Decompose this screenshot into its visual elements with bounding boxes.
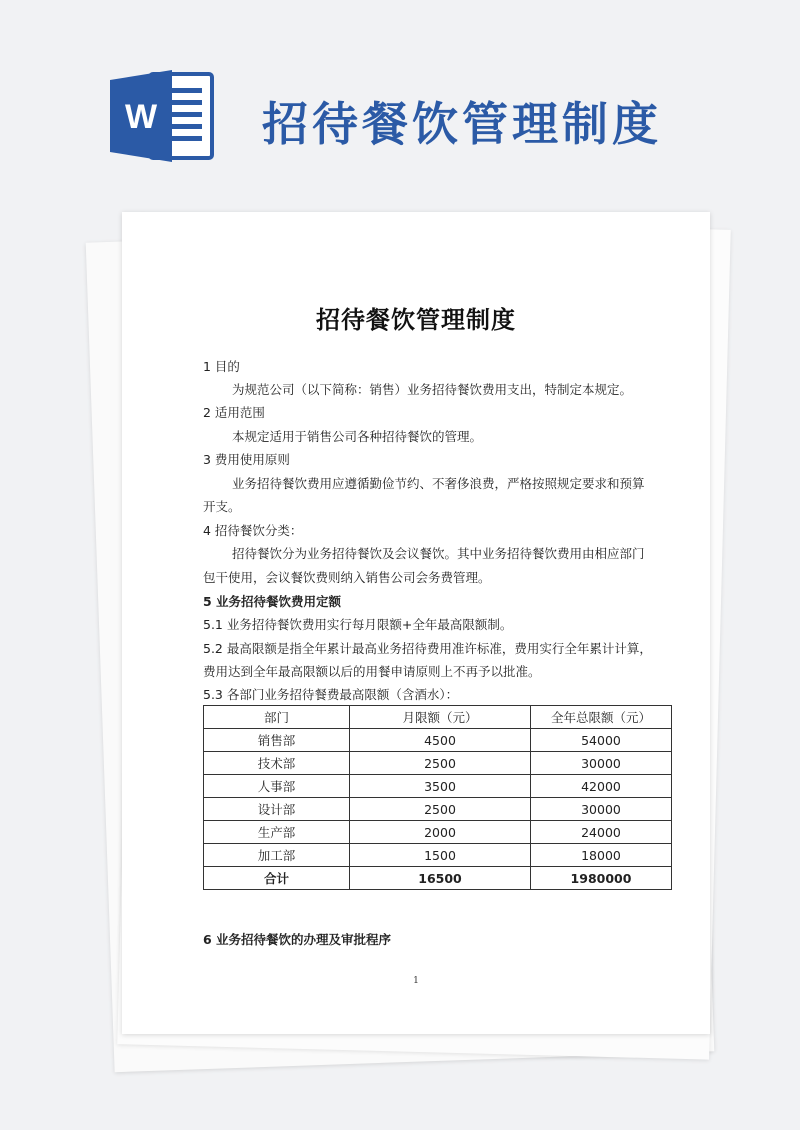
table-cell: 技术部 [204,752,350,775]
table-cell: 4500 [350,729,531,752]
header [0,0,800,200]
table-cell: 1980000 [531,867,672,890]
table-header-row [204,706,672,729]
document-page [122,212,710,1034]
table-cell: 54000 [531,729,672,752]
table-cell: 生产部 [204,821,350,844]
table-cell: 2500 [350,752,531,775]
section-6-heading: 6 业务招待餐饮的办理及审批程序 [203,932,392,947]
word-icon-letter: W [124,98,158,136]
paragraph-line: 业务招待餐饮费用应遵循勤俭节约、不奢侈浪费，严格按照规定要求和预算 [232,476,645,491]
table-header-cell: 全年总限额（元） [531,706,672,729]
quota-table [203,705,672,890]
paragraph-line: 为规范公司（以下简称：销售）业务招待餐饮费用支出，特制定本规定。 [232,382,633,397]
paragraph-line: 5.2 最高限额是指全年累计最高业务招待费用准许标准，费用实行全年累计计算， [203,641,652,656]
table-header-cell: 部门 [204,706,350,729]
table-cell: 3500 [350,775,531,798]
paragraph-line: 本规定适用于销售公司各种招待餐饮的管理。 [232,429,483,444]
word-icon [110,70,215,162]
table-cell: 18000 [531,844,672,867]
table-row [204,844,672,867]
header-title: 招待餐饮管理制度 [262,97,662,151]
table-cell: 16500 [350,867,531,890]
table-cell: 设计部 [204,798,350,821]
paragraph-line: 招待餐饮分为业务招待餐饮及会议餐饮。其中业务招待餐饮费用由相应部门 [232,546,645,561]
table-cell: 42000 [531,775,672,798]
table-row [204,798,672,821]
section-4-heading: 4 招待餐饮分类： [203,523,303,538]
table-cell: 24000 [531,821,672,844]
page-number: 1 [413,976,419,986]
paragraph-line: 开支。 [203,499,241,514]
section-2-heading: 2 适用范围 [203,405,265,420]
table-header-cell: 月限额（元） [350,706,531,729]
section-5-heading: 5 业务招待餐饮费用定额 [203,594,342,609]
table-cell: 30000 [531,752,672,775]
table-cell: 加工部 [204,844,350,867]
table-cell: 销售部 [204,729,350,752]
paragraph-line: 费用达到全年最高限额以后的用餐申请原则上不再予以批准。 [203,664,541,679]
table-row [204,752,672,775]
table-total-row [204,867,672,890]
table-cell: 30000 [531,798,672,821]
table-row [204,775,672,798]
table-cell: 1500 [350,844,531,867]
paragraph-line: 包干使用，会议餐饮费则纳入销售公司会务费管理。 [203,570,491,585]
document-title: 招待餐饮管理制度 [316,306,516,334]
paragraph-line: 5.3 各部门业务招待餐费最高限额（含酒水）： [203,687,459,702]
table-cell: 合计 [204,867,350,890]
table-cell: 人事部 [204,775,350,798]
section-1-heading: 1 目的 [203,359,240,374]
table-row [204,729,672,752]
section-3-heading: 3 费用使用原则 [203,452,290,467]
table-row [204,821,672,844]
table-cell: 2500 [350,798,531,821]
table-cell: 2000 [350,821,531,844]
paragraph-line: 5.1 业务招待餐饮费用实行每月限额+全年最高限额制。 [203,617,513,632]
